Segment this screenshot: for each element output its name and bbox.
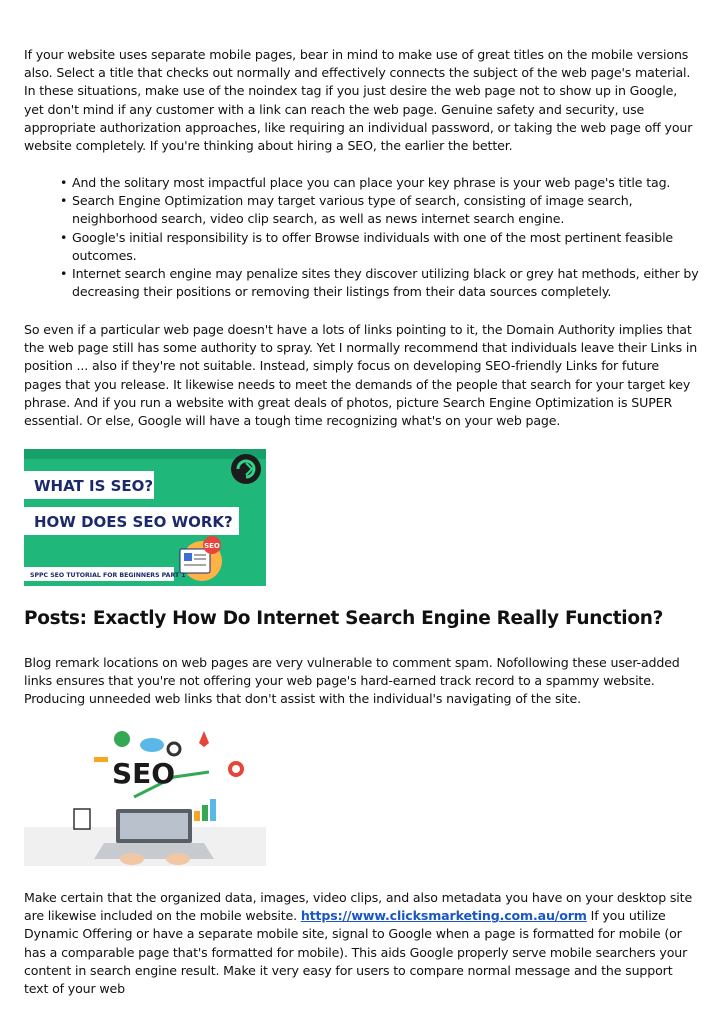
list-item: • Internet search engine may penalize sites they discover utilizing black or grey hat methods, either by decreasing their positions or removing their listings from their data sources completely.	[60, 265, 700, 301]
globe-icon	[114, 731, 130, 747]
banner-line-1: WHAT IS SEO?	[34, 477, 154, 495]
paragraph-mobile-site	[24, 889, 698, 998]
seo-laptop-graphic	[24, 727, 266, 866]
chart-icon	[194, 811, 200, 821]
clicksmarketing-link[interactable]: https://www.clicksmarketing.com.au/orm	[300, 908, 587, 924]
list-item: • Search Engine Optimization may target various type of search, consisting of image search, neighborhood search, video clip search, as well as news internet search engine.	[60, 192, 700, 228]
document-icon	[74, 809, 90, 829]
seo-laptop-image	[24, 727, 266, 866]
seo-tutorial-image	[24, 449, 266, 586]
paragraph-intro: If your website uses separate mobile pages, bear in mind to make use of great titles on the mobile versions also. Select a title that checks out normally and effectively connects the subject of the web page's material. In these situations, make use of the noindex tag if you just desire the web page not to show up in Google, yet don't mind if any customer with a link can reach the web page. Genuine safety and security, use appropriate authorization approaches, like requiring an individual password, or taking the web page off your website completely. If you're thinking about hiring a SEO, the earlier the better.	[24, 47, 693, 154]
list-item: • Google's initial responsibility is to offer Browse individuals with one of the most pertinent feasible outcomes.	[60, 229, 700, 265]
paragraph-domain-authority: So even if a particular web page doesn't have a lots of links pointing to it, the Domain Authority implies that the web page still has some authority to spray. Yet I normally recommend that individuals leave their Links in position ... also if they're not suitable. Instead, simply focus on developing SEO-friendly Links for future pages that you release. It likewise needs to meet the demands of the people that search for your target key phrase. And if you run a website with great deals of photos, picture Search Engine Optimization is SUPER essential. Or else, Google will have a tough time recognizing what's on your web page.	[24, 322, 698, 429]
paragraph-comment-spam: Blog remark locations on web pages are very vulnerable to comment spam. Nofollowing these user-added links ensures that you're not offering your web page's hard-earned track record to a spammy website. Producing unneeded web links that don't assist with the individual's navigating of the site.	[24, 655, 680, 707]
paragraph-text-before-link: Make certain that the organized data, images, video clips, and also metadata you have on your desktop site are likewise included on the mobile website.	[24, 890, 693, 924]
paragraph-text-after-link: If you utilize Dynamic Offering or have a separate mobile site, signal to Google when a page is formatted for mobile (or has a comparable page that's formatted for mobile). This aids Google properly serve mobile searchers your content in search engine result. Make it very easy for users to compare normal message and the support text of your web	[24, 908, 688, 997]
cloud-icon	[140, 738, 164, 752]
banner-line-2: HOW DOES SEO WORK?	[34, 513, 233, 531]
seo-tutorial-graphic	[24, 449, 266, 586]
pencil-icon	[94, 757, 108, 762]
list-item: • And the solitary most impactful place you can place your key phrase is your web page's title tag.	[60, 174, 700, 192]
bullet-list	[60, 174, 700, 301]
seo-badge-label: SEO	[204, 542, 220, 550]
seo-word: SEO	[112, 757, 176, 790]
banner-footer: SPPC SEO TUTORIAL FOR BEGINNERS PART 1	[30, 572, 186, 579]
section-heading: Posts: Exactly How Do Internet Search Engine Really Function?	[24, 608, 664, 629]
brand-logo-icon	[231, 454, 261, 484]
